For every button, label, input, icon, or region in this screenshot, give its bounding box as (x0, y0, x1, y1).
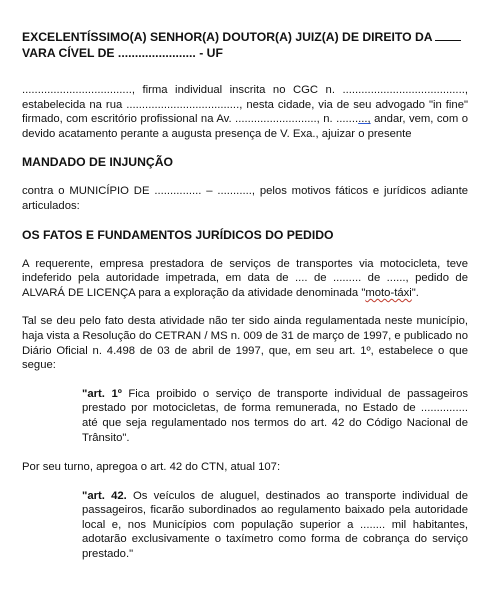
facts-paragraph-3: Por seu turno, apregoa o art. 42 do CTN, atual 107: (22, 461, 281, 474)
against-paragraph: contra o MUNICÍPIO DE ............... – ..........., pelos motivos fáticos e jurídicos adiante articulados: (22, 185, 468, 212)
spellcheck-word: moto-táxi (365, 286, 412, 299)
quote-art-1-text: Fica proibido o serviço de transporte individual de passageiros prestado por motocicletas, de forma remunerada, no Estado de ............... até que seja regulamentado nos termos do art. 42 do Código Nacional de Trânsito". (82, 387, 468, 444)
petition-heading (22, 30, 468, 61)
intro-part-2: andar, vem, com o devido acatamento perante a augusta presença de V. Exa., ajuizar o presente (22, 113, 468, 140)
intro-underlined: ..., (358, 113, 371, 126)
facts-paragraph-2: Tal se deu pelo fato desta atividade não ter sido ainda regulamentada neste município, haja vista a Resolução do CETRAN / MS n. 009 de 31 de março de 1997, e publicado no Diário Oficial n. 4.498 de 03 de abril de 1997, que, em seu art. 1º, estabelece o que segue: (22, 315, 468, 372)
intro-part-1: ..................................., firma individual inscrita no CGC n. ......................................., estabelecida na rua ...................................., nesta cidade, via de seu advogado "in fine" firmado, com escritório profissional na Av. .........................., n. ....... (22, 84, 468, 126)
intro-paragraph (22, 83, 468, 141)
quote-art-42-text: Os veículos de aluguel, destinados ao transporte individual de passageiros, ficarão subordinados ao regulamento baixado pela autoridade local e, nos Municípios com população superior a ........ mil habitantes, adotarão exclusivamente o taxímetro como forma de cobrança do serviço prestado." (82, 489, 468, 561)
facts-paragraph-1-end: ". (411, 286, 419, 299)
facts-paragraph-1-text: A requerente, empresa prestadora de serviços de transportes via motocicleta, teve indeferido pela autoridade impetrada, em data de .... de ......... de ......, pedido de ALVARÁ DE LICENÇA para a exploração da atividade denominada " (22, 257, 468, 299)
quote-art-1-label: "art. 1º (82, 387, 122, 400)
quote-art-42-label: "art. 42. (82, 489, 127, 502)
heading-line-1: EXCELENTÍSSIMO(A) SENHOR(A) DOUTOR(A) JUIZ(A) DE DIREITO DA (22, 30, 433, 44)
heading-blank (435, 31, 461, 41)
section-title-mandado: MANDADO DE INJUNÇÃO (22, 155, 173, 170)
quote-art-42 (82, 489, 468, 562)
document-page (22, 30, 468, 577)
facts-paragraph-1 (22, 257, 468, 301)
quote-art-1 (82, 387, 468, 445)
heading-line-2: VARA CÍVEL DE ....................... - UF (22, 45, 223, 60)
section-title-fatos: OS FATOS E FUNDAMENTOS JURÍDICOS DO PEDIDO (22, 227, 334, 242)
